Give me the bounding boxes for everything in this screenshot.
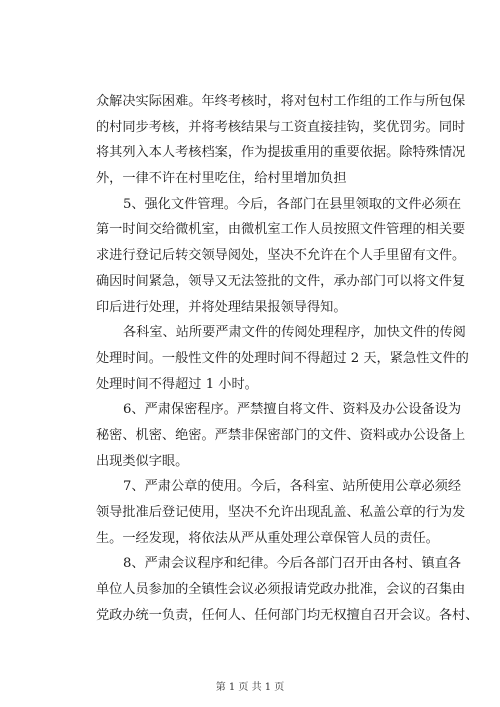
text-line: 单位人员参加的全镇性会议必须报请党政办批准，会议的召集由 [96, 582, 466, 598]
text-line: 出现类似字眼。 [96, 453, 189, 469]
text-line: 领导批准后登记使用，坚决不允许出现乱盖、私盖公章的行为发 [96, 505, 466, 520]
text-line: 众解决实际困难。年终考核时，将对包村工作组的工作与所包保 [96, 94, 466, 109]
text-line: 第一时间交给微机室，由微机室工作人员按照文件管理的相关要 [96, 222, 466, 238]
text-line: 5、强化文件管理。今后，各部门在县里领取的文件必须在 [123, 196, 462, 212]
text-line: 生。一经发现，将依法从严从重处理公章保管人员的责任。 [96, 530, 439, 546]
text-line: 求进行登记后转交领导阅处，坚决不允许在个人手里留有文件。 [96, 248, 466, 264]
page-footer: 第 1 页 共 1 页 [215, 682, 285, 693]
text-line: 秘密、机密、绝密。严禁非保密部门的文件、资料或办公设备上 [96, 427, 466, 443]
text-line: 处理时间。一般性文件的处理时间不得超过 2 天，紧急性文件的 [96, 350, 469, 366]
text-line: 各科室、站所要严肃文件的传阅处理程序，加快文件的传阅 [123, 325, 466, 341]
text-line: 确因时间紧急，领导又无法签批的文件，承办部门可以将文件复 [96, 273, 466, 289]
text-line: 的村同步考核，并将考核结果与工资直接挂钩，奖优罚劣。同时 [96, 119, 466, 135]
text-line: 党政办统一负责，任何人、任何部门均无权擅自召开会议。各村、 [96, 607, 479, 623]
text-line: 处理时间不得超过 1 小时。 [96, 376, 258, 392]
text-line: 将其列入本人考核档案，作为提拔重用的重要依据。除特殊情况 [96, 145, 466, 161]
text-line: 7、严肃公章的使用。今后，各科室、站所使用公章必须经 [123, 479, 462, 495]
document-body [96, 89, 479, 628]
text-line: 8、严肃会议程序和纪律。今后各部门召开由各村、镇直各 [123, 556, 462, 572]
text-line: 印后进行处理，并将处理结果报领导得知。 [96, 299, 347, 315]
text-line: 6、严肃保密程序。严禁擅自将文件、资料及办公设备设为 [123, 402, 462, 418]
text-line: 外，一律不许在村里吃住，给村里增加负担 [96, 171, 347, 187]
